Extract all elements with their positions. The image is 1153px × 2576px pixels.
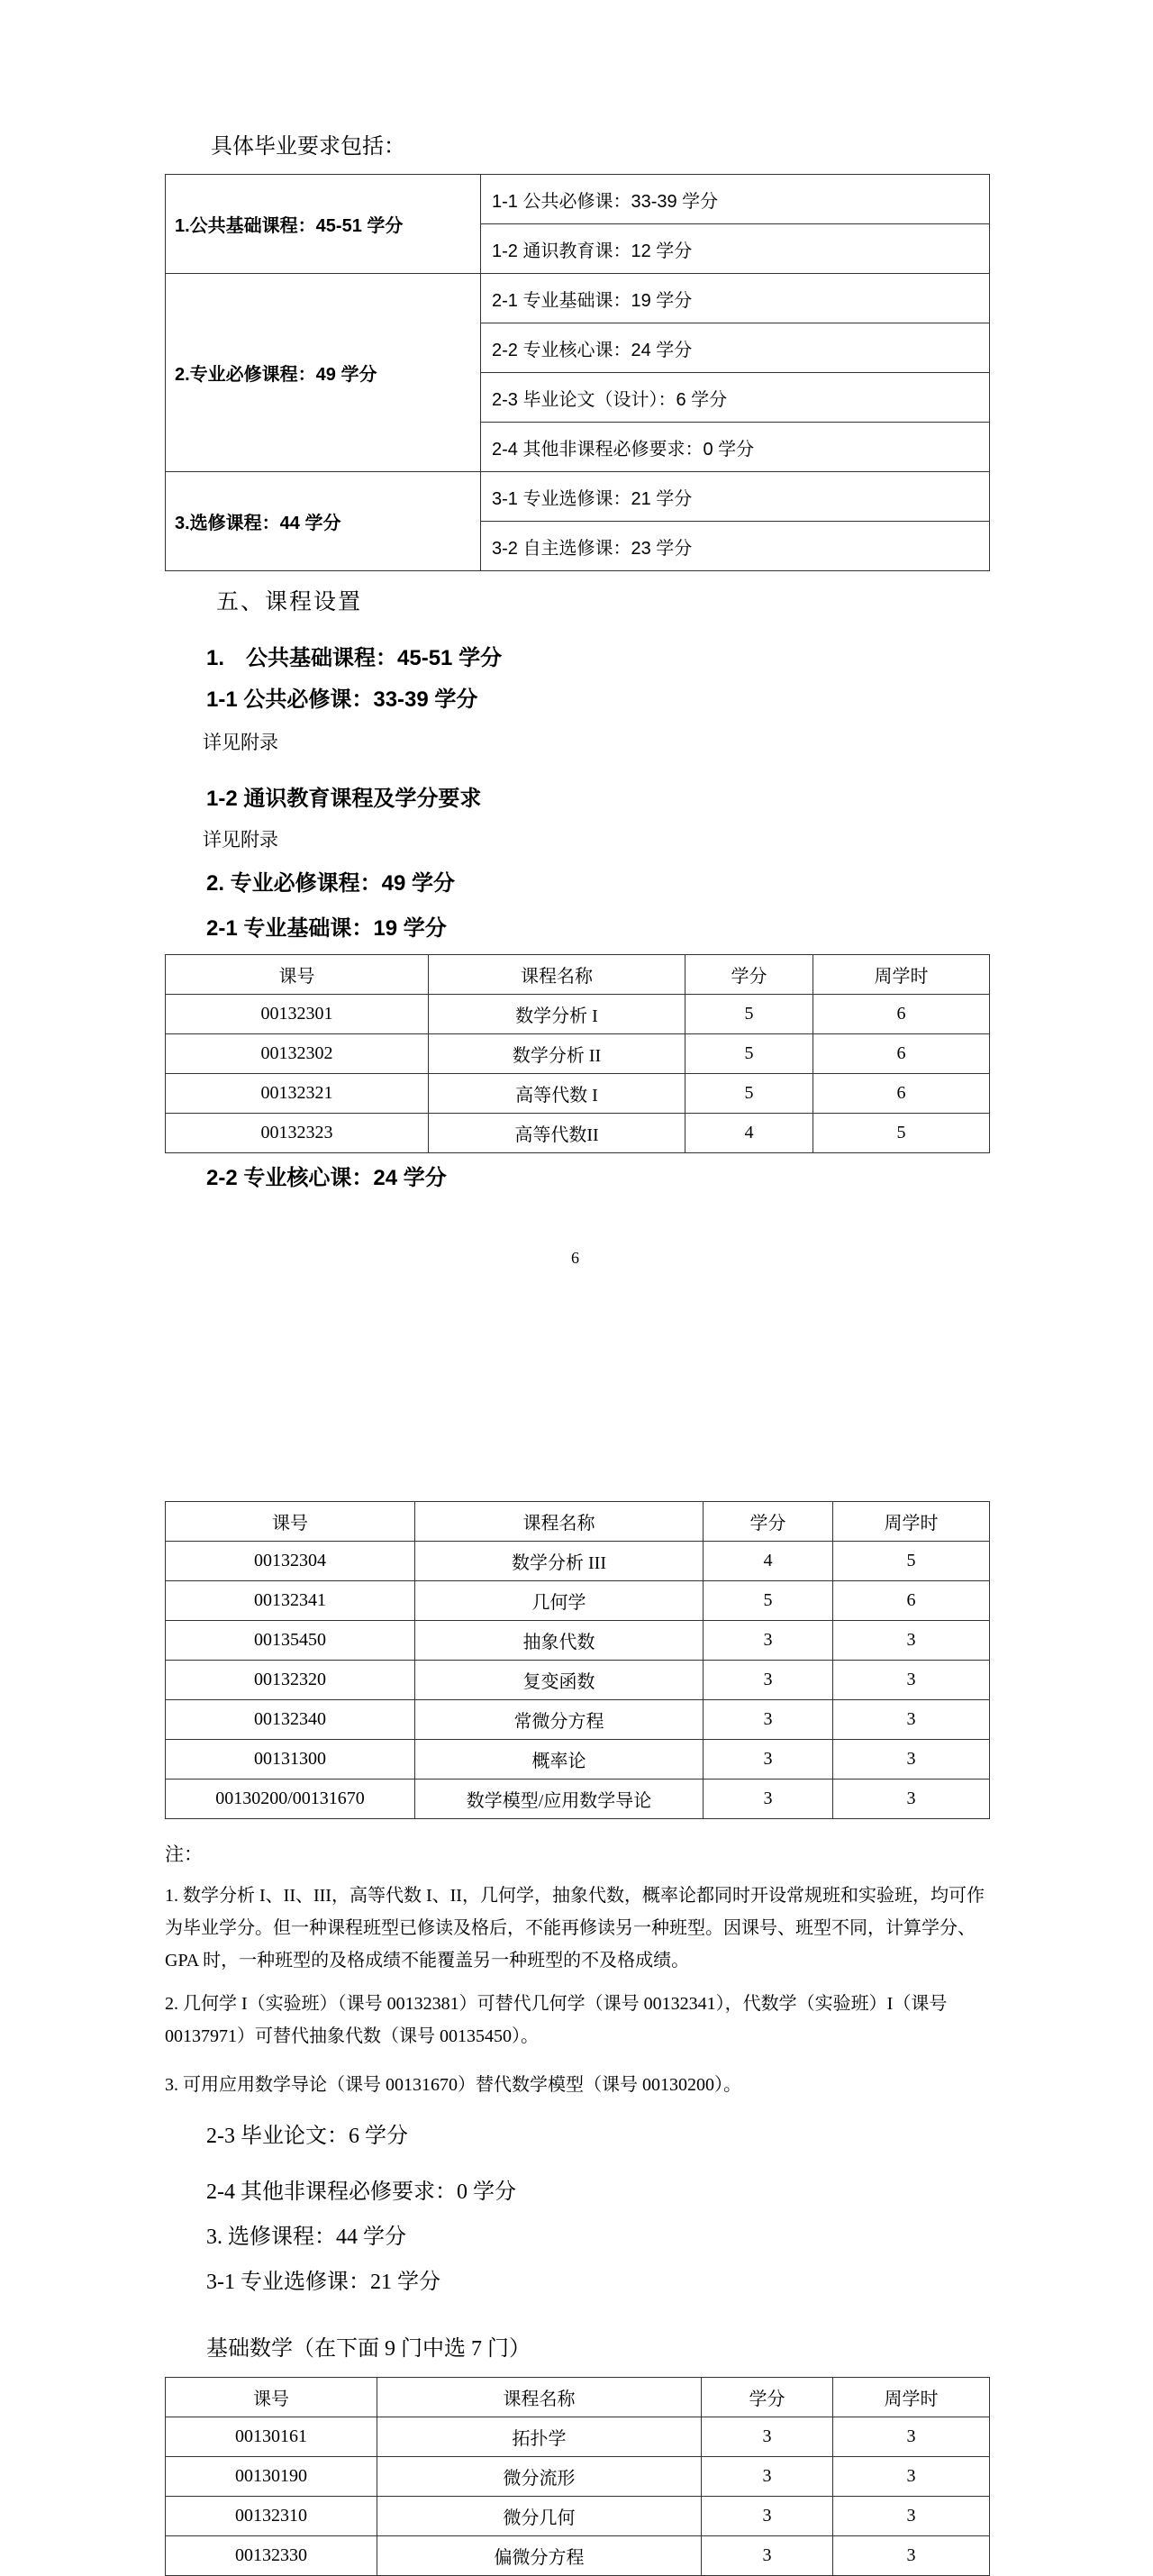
course-code-cell: 00132340 [166, 1700, 415, 1740]
heading-other-requirements: 2-4 其他非课程必修要求：0 学分 [206, 2180, 516, 2204]
intro-text: 具体毕业要求包括： [211, 134, 405, 159]
heading-major-required: 2. 专业必修课程：49 学分 [206, 871, 456, 896]
course-code-cell: 00132341 [166, 1581, 415, 1621]
course-name-cell: 概率论 [415, 1740, 704, 1780]
weekly-hours-cell: 3 [833, 1700, 990, 1740]
table-row [166, 274, 990, 323]
course-code-cell: 00132310 [166, 2497, 377, 2536]
credit-cell: 3 [704, 1740, 833, 1780]
requirement-sub-cell: 3-1 专业选修课：21 学分 [481, 472, 990, 522]
credit-cell: 3 [704, 1661, 833, 1700]
weekly-hours-cell: 3 [833, 2536, 990, 2576]
elective-courses-table [165, 2377, 990, 2576]
requirement-main-cell: 2.专业必修课程：49 学分 [166, 274, 481, 472]
table-row [166, 1034, 990, 1074]
column-header: 课号 [166, 2378, 377, 2417]
credit-cell: 4 [685, 1114, 813, 1153]
heading-thesis: 2-3 毕业论文：6 学分 [206, 2125, 408, 2148]
note-label: 注： [165, 1843, 203, 1865]
heading-electives: 3. 选修课程：44 学分 [206, 2226, 406, 2249]
course-code-cell: 00132301 [166, 995, 429, 1034]
weekly-hours-cell: 3 [833, 2497, 990, 2536]
weekly-hours-cell: 3 [833, 1780, 990, 1819]
column-header: 周学时 [833, 1502, 990, 1542]
heading-general-education: 1-2 通识教育课程及学分要求 [206, 787, 482, 811]
weekly-hours-cell: 3 [833, 1661, 990, 1700]
course-code-cell: 00130161 [166, 2417, 377, 2457]
note-item: 2. 几何学 I（实验班）（课号 00132381）可替代几何学（课号 00132341），代数学（实验班）I（课号 00137971）可替代抽象代数（课号 00135450）。 [165, 1994, 948, 2046]
heading-public-required: 1-1 公共必修课：33-39 学分 [206, 687, 478, 712]
course-name-cell: 微分流形 [377, 2457, 702, 2497]
table-row [166, 1542, 990, 1581]
credit-cell: 3 [702, 2497, 833, 2536]
section-heading-course-setup: 五、课程设置 [216, 589, 363, 614]
see-appendix-text: 详见附录 [203, 829, 278, 851]
course-code-cell: 00132330 [166, 2536, 377, 2576]
weekly-hours-cell: 5 [833, 1542, 990, 1581]
requirement-sub-cell: 1-1 公共必修课：33-39 学分 [481, 175, 990, 224]
table-row [166, 2497, 990, 2536]
table-row [166, 1621, 990, 1661]
credit-cell: 3 [704, 1780, 833, 1819]
weekly-hours-cell: 6 [813, 995, 990, 1034]
table-header-row [166, 2378, 990, 2417]
requirement-sub-cell: 1-2 通识教育课：12 学分 [481, 224, 990, 274]
course-name-cell: 常微分方程 [415, 1700, 704, 1740]
course-code-cell: 00132320 [166, 1661, 415, 1700]
table-header-row [166, 955, 990, 995]
course-name-cell: 数学分析 I [429, 995, 685, 1034]
major-basic-courses-table [165, 954, 990, 1153]
heading-major-core: 2-2 专业核心课：24 学分 [206, 1166, 447, 1190]
requirement-main-cell: 3.选修课程：44 学分 [166, 472, 481, 571]
course-code-cell: 00132304 [166, 1542, 415, 1581]
course-code-cell: 00130190 [166, 2457, 377, 2497]
heading-basic-math: 基础数学（在下面 9 门中选 7 门） [206, 2337, 531, 2361]
course-name-cell: 微分几何 [377, 2497, 702, 2536]
course-name-cell: 抽象代数 [415, 1621, 704, 1661]
course-name-cell: 复变函数 [415, 1661, 704, 1700]
table-row [166, 1074, 990, 1114]
table-row [166, 1114, 990, 1153]
course-name-cell: 高等代数II [429, 1114, 685, 1153]
requirement-sub-cell: 2-3 毕业论文（设计）：6 学分 [481, 373, 990, 423]
course-name-cell: 数学模型/应用数学导论 [415, 1780, 704, 1819]
course-name-cell: 几何学 [415, 1581, 704, 1621]
column-header: 学分 [704, 1502, 833, 1542]
column-header: 课号 [166, 955, 429, 995]
table-row [166, 472, 990, 522]
credit-cell: 4 [704, 1542, 833, 1581]
credit-cell: 3 [702, 2536, 833, 2576]
course-name-cell: 偏微分方程 [377, 2536, 702, 2576]
table-row [166, 1740, 990, 1780]
course-code-cell: 00130200/00131670 [166, 1780, 415, 1819]
course-name-cell: 拓扑学 [377, 2417, 702, 2457]
see-appendix-text: 详见附录 [203, 732, 278, 753]
credit-cell: 5 [704, 1581, 833, 1621]
column-header: 周学时 [833, 2378, 990, 2417]
note-item: 1. 数学分析 I、II、III，高等代数 I、II，几何学，抽象代数，概率论都同时开设常规班和实验班，均可作为毕业学分。但一种课程班型已修读及格后，不能再修读另一种班型。因课号、班型不同，计算学分、GPA 时，一种班型的及格成绩不能覆盖另一种班型的不及格成绩。 [165, 1886, 985, 1971]
note-item: 3. 可用应用数学导论（课号 00131670）替代数学模型（课号 00130200）。 [165, 2075, 741, 2095]
requirement-main-cell: 1.公共基础课程：45-51 学分 [166, 175, 481, 274]
credit-cell: 3 [702, 2457, 833, 2497]
course-code-cell: 00132321 [166, 1074, 429, 1114]
table-row [166, 175, 990, 224]
weekly-hours-cell: 3 [833, 2417, 990, 2457]
credit-cell: 5 [685, 1034, 813, 1074]
table-row [166, 2457, 990, 2497]
credit-cell: 5 [685, 995, 813, 1034]
table-row [166, 1661, 990, 1700]
column-header: 课程名称 [429, 955, 685, 995]
credit-cell: 3 [704, 1700, 833, 1740]
table-row [166, 1700, 990, 1740]
column-header: 课程名称 [415, 1502, 704, 1542]
column-header: 课程名称 [377, 2378, 702, 2417]
weekly-hours-cell: 6 [813, 1074, 990, 1114]
heading-public-basic-courses: 1. 公共基础课程：45-51 学分 [206, 646, 503, 670]
table-header-row [166, 1502, 990, 1542]
page-number: 6 [571, 1249, 579, 1267]
weekly-hours-cell: 3 [833, 1621, 990, 1661]
heading-major-electives: 3-1 专业选修课：21 学分 [206, 2271, 440, 2294]
graduation-requirements-table [165, 174, 990, 571]
table-row [166, 1780, 990, 1819]
heading-major-basic: 2-1 专业基础课：19 学分 [206, 916, 447, 941]
requirement-sub-cell: 3-2 自主选修课：23 学分 [481, 522, 990, 571]
course-code-cell: 00131300 [166, 1740, 415, 1780]
table-row [166, 2536, 990, 2576]
weekly-hours-cell: 5 [813, 1114, 990, 1153]
requirement-sub-cell: 2-2 专业核心课：24 学分 [481, 323, 990, 373]
course-name-cell: 数学分析 III [415, 1542, 704, 1581]
document-page-2 [0, 1460, 1153, 2568]
weekly-hours-cell: 3 [833, 2457, 990, 2497]
column-header: 学分 [702, 2378, 833, 2417]
column-header: 学分 [685, 955, 813, 995]
table-row [166, 1581, 990, 1621]
weekly-hours-cell: 3 [833, 1740, 990, 1780]
weekly-hours-cell: 6 [813, 1034, 990, 1074]
course-name-cell: 数学分析 II [429, 1034, 685, 1074]
requirement-sub-cell: 2-4 其他非课程必修要求：0 学分 [481, 423, 990, 472]
column-header: 周学时 [813, 955, 990, 995]
weekly-hours-cell: 6 [833, 1581, 990, 1621]
course-name-cell: 高等代数 I [429, 1074, 685, 1114]
column-header: 课号 [166, 1502, 415, 1542]
table-row [166, 2417, 990, 2457]
table-row [166, 995, 990, 1034]
requirement-sub-cell: 2-1 专业基础课：19 学分 [481, 274, 990, 323]
major-core-courses-table [165, 1501, 990, 1819]
credit-cell: 5 [685, 1074, 813, 1114]
course-code-cell: 00132323 [166, 1114, 429, 1153]
course-code-cell: 00135450 [166, 1621, 415, 1661]
credit-cell: 3 [702, 2417, 833, 2457]
credit-cell: 3 [704, 1621, 833, 1661]
course-code-cell: 00132302 [166, 1034, 429, 1074]
